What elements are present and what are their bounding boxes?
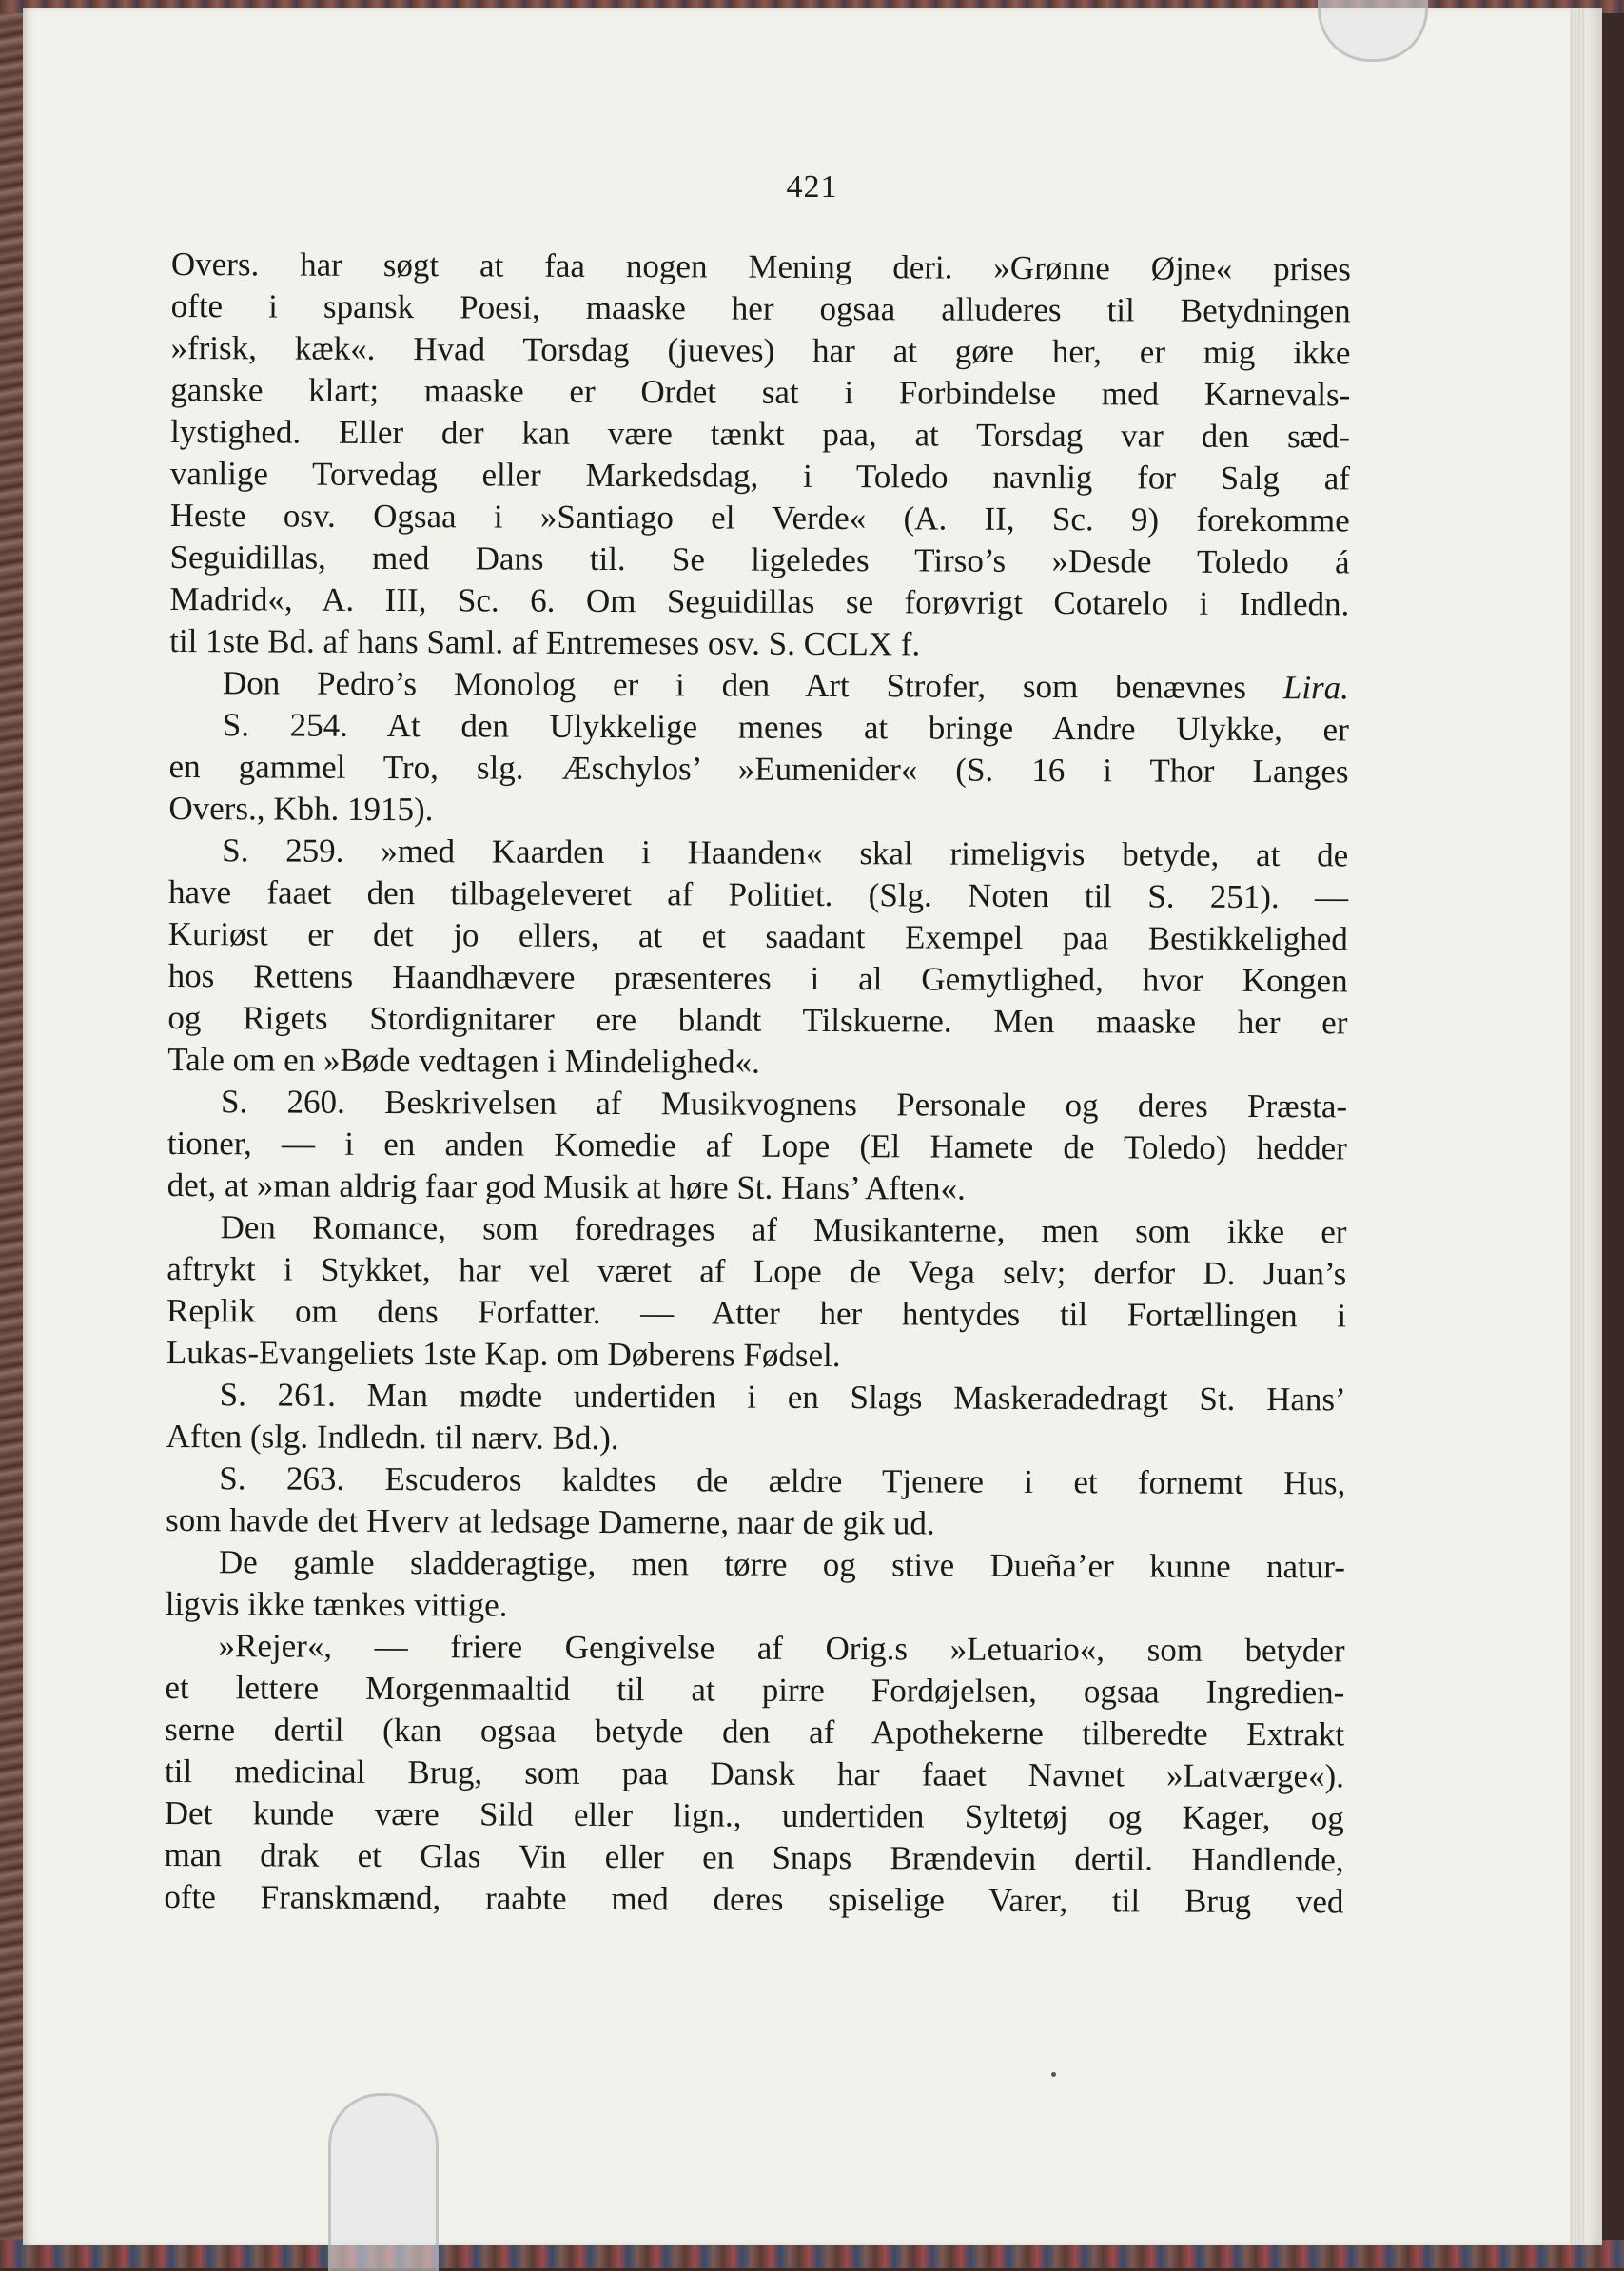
text-line — [168, 830, 1348, 876]
text-line-content: Tale om en »Bøde vedtagen i Mindelighed«. — [167, 1040, 760, 1081]
text-line — [169, 662, 1349, 709]
text-line-content: hos Rettens Haandhævere præsenteres i al Gemytlighed, hvor Kongen — [167, 956, 1348, 1000]
text-line — [171, 244, 1351, 290]
text-line — [169, 746, 1349, 793]
text-line — [169, 537, 1349, 583]
text-line — [170, 369, 1350, 416]
text-line — [166, 1248, 1346, 1295]
text-line-content: man drak et Glas Vin eller en Snaps Brændevin dertil. Handlende, — [164, 1835, 1344, 1879]
text-line-content: vanlige Torvedag eller Markedsdag, i Toledo navnlig for Salg af — [169, 454, 1351, 498]
text-line — [165, 1709, 1344, 1755]
text-line — [166, 1416, 1345, 1462]
text-line-content: til medicinal Brug, som paa Dansk har faaet Navnet »Latværge«). — [164, 1752, 1345, 1795]
text-line-content: »Rejer«, — friere Gengivelse af Orig.s »Letuario«, som betyder — [218, 1627, 1345, 1670]
text-line-content: Overs., Kbh. 1915). — [168, 789, 434, 829]
text-line — [167, 1123, 1347, 1169]
text-line — [167, 1081, 1347, 1127]
text-line-content: Lukas-Evangeliets 1ste Kap. om Døberens Fødsel. — [166, 1333, 841, 1375]
text-line-content: Kuriøst er det jo ellers, at et saadant Exempel paa Bestikkelighed — [167, 914, 1348, 958]
text-line — [166, 1332, 1346, 1379]
text-line-content: »frisk, kæk«. Hvad Torsdag (jueves) har at gøre her, er mig ikke — [170, 328, 1351, 372]
text-line-content: S. 259. »med Kaarden i Haanden« skal rimeligvis betyde, at de — [222, 832, 1349, 874]
text-line — [170, 327, 1350, 374]
text-line — [166, 1374, 1346, 1420]
text-line — [170, 411, 1350, 458]
text-line-content: serne dertil (kan ogsaa betyde den af Apothekerne tilberedte Extrakt — [165, 1710, 1345, 1753]
text-line-content: ofte i spansk Poesi, maaske her ogsaa alluderes til Betydningen — [170, 286, 1351, 330]
text-line-content: S. 263. Escuderos kaldtes de ældre Tjenere i et fornemt Hus, — [219, 1459, 1346, 1502]
text-line-content: Madrid«, A. III, Sc. 6. Om Seguidillas se forøvrigt Cotarelo i Indledn. — [169, 579, 1350, 623]
text-line-content: S. 260. Beskrivelsen af Musikvognens Personale og deres Præsta- — [220, 1083, 1348, 1126]
text-line — [168, 871, 1348, 918]
text-line — [167, 1165, 1347, 1211]
text-line-content: Den Romance, som foredrages af Musikanterne, men som ikke er — [220, 1208, 1347, 1251]
text-line-content: have faaet den tilbageleveret af Politiet. (Slg. Noten til S. 251). — — [167, 872, 1349, 916]
text-line — [166, 1583, 1345, 1630]
text-line-content: ligvis ikke tænkes vittige. — [165, 1584, 508, 1624]
text-line — [171, 285, 1351, 332]
text-line — [170, 495, 1350, 541]
text-line-content: S. 254. At den Ulykkelige menes at bringe Andre Ulykke, er — [222, 706, 1349, 749]
italic-term: Lira. — [1282, 669, 1350, 707]
text-line-content: Overs. har søgt at faa nogen Mening deri. »Grønne Øjne« prises — [170, 245, 1351, 288]
text-line — [164, 1876, 1343, 1923]
text-line-content: De gamle sladderagtige, men tørre og stive Dueña’er kunne natur- — [218, 1543, 1346, 1586]
text-line-content: lystighed. Eller der kan være tænkt paa, at Torsdag var den sæd- — [170, 412, 1351, 456]
ink-speck — [1051, 2072, 1056, 2077]
text-line-content: ofte Franskmænd, raabte med deres spiselige Varer, til Brug ved — [164, 1877, 1344, 1921]
text-line-content: en gammel Tro, slg. Æschylos’ »Eumenider« (S. 16 i Thor Langes — [168, 747, 1349, 791]
text-line-content: S. 261. Man mødte undertiden i en Slags Maskeradedragt St. Hans’ — [219, 1376, 1346, 1419]
text-line — [167, 997, 1347, 1044]
text-line-content: Replik om dens Forfatter. — Atter her hentydes til Fortællingen i — [166, 1291, 1347, 1335]
text-line — [166, 1499, 1345, 1546]
text-line — [166, 1290, 1346, 1337]
text-line — [169, 704, 1349, 751]
page-number: 421 — [786, 169, 838, 205]
text-line — [170, 453, 1350, 499]
text-line-content: til 1ste Bd. af hans Saml. af Entremeses osv. S. CCLX f. — [169, 621, 921, 663]
text-line — [165, 1625, 1344, 1672]
text-line-content: Aften (slg. Indledn. til nærv. Bd.). — [166, 1417, 619, 1458]
page-clip-bottom — [328, 2093, 439, 2271]
text-line-content: Seguidillas, med Dans til. Se ligeledes Tirso’s »Desde Toledo á — [169, 538, 1350, 581]
text-line-content: som havde det Hverv at ledsage Damerne, naar de gik ud. — [166, 1500, 935, 1542]
text-line — [169, 620, 1349, 667]
text-line — [165, 1667, 1344, 1713]
text-line-content: ganske klart; maaske er Ordet sat i Forbindelse med Karnevals- — [170, 370, 1351, 414]
text-line — [166, 1541, 1345, 1588]
text-line — [166, 1458, 1345, 1504]
text-line — [166, 1206, 1346, 1253]
text-line-content: Heste osv. Ogsaa i »Santiago el Verde« (A. II, Sc. 9) forekomme — [169, 496, 1350, 539]
text-line-content: det, at »man aldrig faar god Musik at høre St. Hans’ Aften«. — [166, 1165, 966, 1207]
text-line — [165, 1834, 1344, 1881]
text-line — [169, 578, 1349, 625]
text-line — [168, 913, 1348, 960]
text-line-content: et lettere Morgenmaaltid til at pirre Fordøjelsen, ogsaa Ingredien- — [165, 1668, 1345, 1712]
page-edges — [1570, 8, 1585, 2245]
text-line — [168, 955, 1348, 1002]
text-line-content: aftrykt i Stykket, har vel været af Lope de Vega selv; derfor D. Juan’s — [166, 1249, 1347, 1293]
text-line-content: Don Pedro’s Monolog er i den Art Strofer, som benævnes — [222, 664, 1247, 706]
text-line-content: og Rigets Stordignitarer ere blandt Tilskuerne. Men maaske her er — [167, 998, 1348, 1042]
text-line — [165, 1751, 1344, 1797]
text-line-content: Det kunde være Sild eller lign., undertiden Syltetøj og Kager, og — [164, 1793, 1344, 1837]
text-line — [165, 1792, 1344, 1839]
text-line — [168, 788, 1348, 834]
page-body-text — [164, 244, 1351, 1923]
text-line-content: tioner, — i en anden Komedie af Lope (El Hamete de Toledo) hedder — [166, 1124, 1347, 1167]
text-line — [167, 1039, 1347, 1086]
